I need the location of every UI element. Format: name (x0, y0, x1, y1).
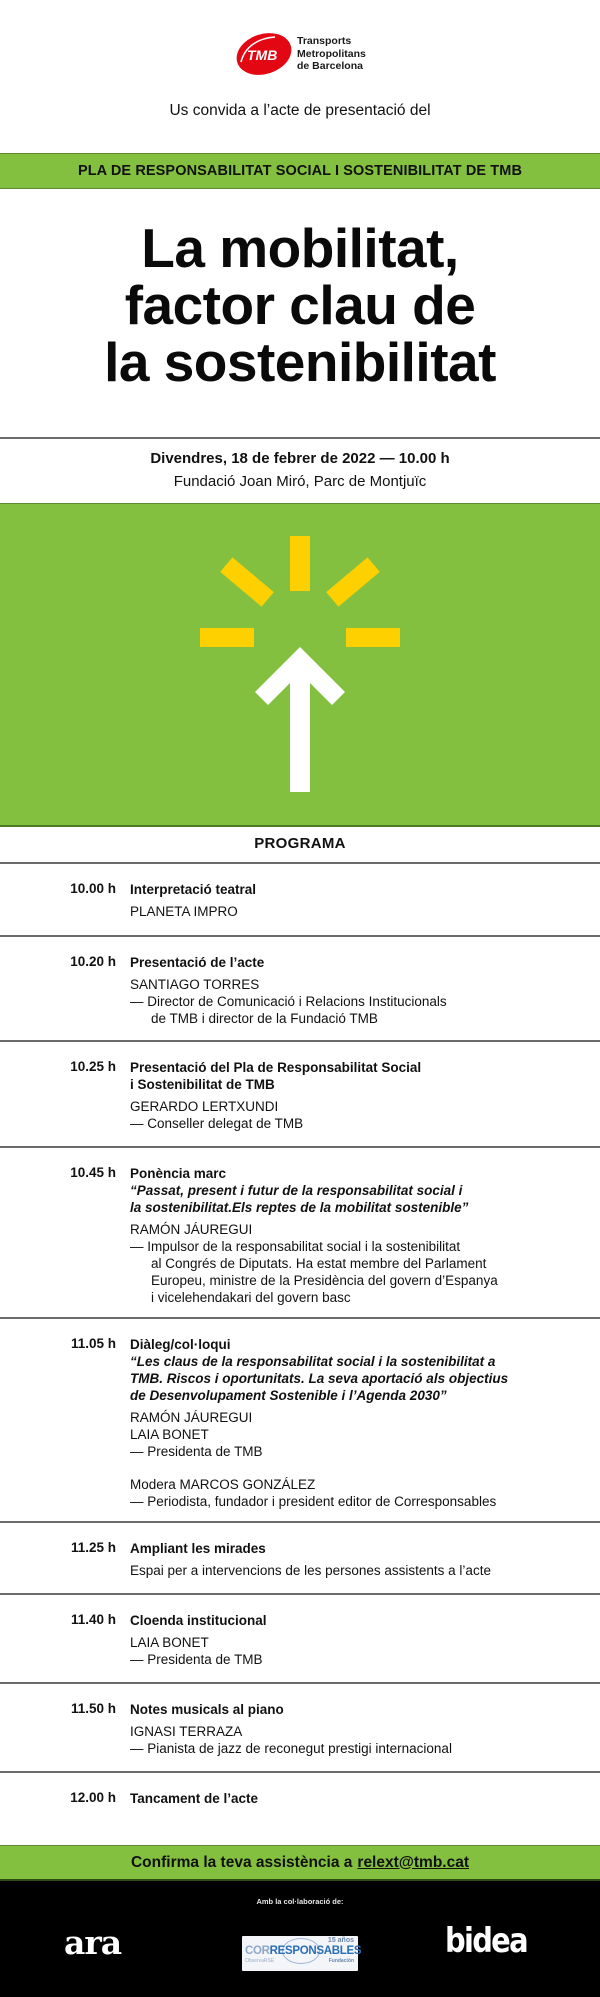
item-speaker-role: — Presidenta de TMB (130, 1652, 263, 1667)
collab-label: Amb la col·laboració de: (256, 1897, 344, 1906)
program-heading: PROGRAMA (254, 835, 346, 852)
logo-line: Metropolitans (297, 47, 366, 60)
divider (0, 1682, 600, 1684)
item-speaker-role: — Presidenta de TMB (130, 1444, 263, 1459)
quote-line: “Passat, present i futur de la responsabilitat social i (130, 1183, 463, 1198)
logo-line: Transports (297, 35, 352, 47)
tmb-logo (235, 30, 385, 78)
title-line: la sostenibilitat (104, 331, 496, 393)
hero-panel (0, 503, 600, 827)
role-line: de TMB i director de la Fundació TMB (151, 1011, 378, 1026)
role-line: Europeu, ministre de la Presidència del govern d’Espanya (151, 1273, 498, 1288)
divider (0, 1593, 600, 1595)
item-time: 11.40 h (70, 1612, 116, 1627)
item-speaker-role: — Conseller delegat de TMB (130, 1116, 304, 1131)
item-speaker: RAMÓN JÁUREGUI (130, 1222, 253, 1237)
item-time: 12.00 h (70, 1790, 116, 1805)
item-speaker-role (130, 993, 580, 1027)
corresponsables-logo (242, 1936, 362, 1971)
title-line: Presentació del Pla de Responsabilitat Social (130, 1060, 422, 1075)
role-line: — Impulsor de la responsabilitat social i la sostenibilitat (130, 1239, 461, 1254)
item-title (130, 1059, 580, 1093)
divider (0, 1040, 600, 1042)
bidea-logo: bidea (445, 1921, 527, 1961)
item-time: 10.20 h (70, 954, 116, 969)
item-time: 11.05 h (70, 1336, 116, 1351)
plan-banner-label: PLA DE RESPONSABILITAT SOCIAL I SOSTENIBILITAT DE TMB (77, 163, 523, 179)
divider (0, 1317, 600, 1319)
svg-text:TMB: TMB (247, 47, 278, 63)
role-line: i vicelehendakari del govern basc (151, 1290, 351, 1305)
item-speaker: SANTIAGO TORRES (130, 977, 260, 992)
divider (0, 1146, 600, 1148)
item-title: Diàleg/col·loqui (130, 1337, 231, 1352)
ara-logo: ara (64, 1923, 122, 1962)
item-time: 11.50 h (70, 1701, 116, 1716)
item-title: Ponència marc (130, 1166, 227, 1181)
role-line: al Congrés de Diputats. Ha estat membre del Parlament (151, 1256, 487, 1271)
wordmark-main: RESPONSABLES (269, 1945, 362, 1957)
tmb-logo-icon (235, 32, 293, 76)
title-line: factor clau de (124, 274, 476, 336)
item-quote (130, 1182, 580, 1216)
quote-line: de Desenvolupament Sostenible i l’Agenda 2030” (130, 1388, 447, 1403)
item-moderator: Modera MARCOS GONZÁLEZ (130, 1477, 316, 1492)
item-quote (130, 1353, 580, 1404)
quote-line: la sostenibilitat.Els reptes de la mobilitat sostenible” (130, 1200, 469, 1215)
item-time: 10.25 h (70, 1059, 116, 1074)
rsvp-email-link[interactable]: relext@tmb.cat (357, 1853, 470, 1871)
logo-line: de Barcelona (297, 60, 363, 72)
divider (0, 1521, 600, 1523)
item-title: Interpretació teatral (130, 882, 257, 897)
page-title (0, 217, 600, 393)
divider (0, 1771, 600, 1773)
item-speaker (130, 1409, 580, 1443)
invite-text: Us convida a l’acte de presentació del (169, 102, 431, 119)
item-title: Presentació de l’acte (130, 955, 265, 970)
speaker-line: RAMÓN JÁUREGUI (130, 1410, 253, 1425)
divider (0, 935, 600, 937)
divider (0, 437, 600, 439)
title-line: La mobilitat, (141, 217, 459, 279)
plan-banner (0, 153, 600, 189)
item-speaker: PLANETA IMPRO (130, 904, 238, 919)
item-title: Tancament de l’acte (130, 1791, 259, 1806)
item-speaker: GERARDO LERTXUNDI (130, 1099, 279, 1114)
sunburst-arrow-up-icon (0, 504, 600, 828)
anniversary-badge: 15 años (327, 1937, 354, 1944)
item-title: Ampliant les mirades (130, 1541, 266, 1556)
event-place: Fundació Joan Miró, Parc de Montjuïc (173, 473, 427, 490)
title-line: i Sostenibilitat de TMB (130, 1077, 275, 1092)
observarse-label: ObservaRSE (245, 1958, 275, 1964)
quote-line: “Les claus de la responsabilitat social i la sostenibilitat a (130, 1354, 496, 1369)
item-moderator-role: — Periodista, fundador i president editor de Corresponsables (130, 1494, 497, 1509)
item-speaker-role (130, 1238, 580, 1306)
item-time: 11.25 h (70, 1540, 116, 1555)
fundacion-label: Fundación (328, 1958, 354, 1964)
wordmark-prefix: COR (245, 1945, 270, 1957)
rsvp-text: Confirma la teva assistència a (130, 1853, 353, 1871)
role-line: — Director de Comunicació i Relacions Institucionals (130, 994, 447, 1009)
quote-line: TMB. Riscos i oportunitats. La seva aportació als objectius (130, 1371, 509, 1386)
divider (0, 862, 600, 864)
rsvp-bar (0, 1845, 600, 1881)
item-description: Espai per a intervencions de les persones assistents a l’acte (130, 1563, 491, 1578)
item-speaker-role: — Pianista de jazz de reconegut prestigi internacional (130, 1741, 452, 1756)
item-speaker: LAIA BONET (130, 1635, 209, 1650)
item-time: 10.45 h (70, 1165, 116, 1180)
item-title: Notes musicals al piano (130, 1702, 284, 1717)
item-time: 10.00 h (70, 881, 116, 896)
speaker-line: LAIA BONET (130, 1427, 209, 1442)
corresponsables-wordmark (245, 1945, 361, 1957)
item-title: Cloenda institucional (130, 1613, 267, 1628)
event-date: Divendres, 18 de febrer de 2022 — 10.00 h (150, 450, 450, 467)
sponsors-footer (0, 1881, 600, 1997)
tmb-logo-text (297, 35, 366, 73)
item-speaker: IGNASI TERRAZA (130, 1724, 243, 1739)
